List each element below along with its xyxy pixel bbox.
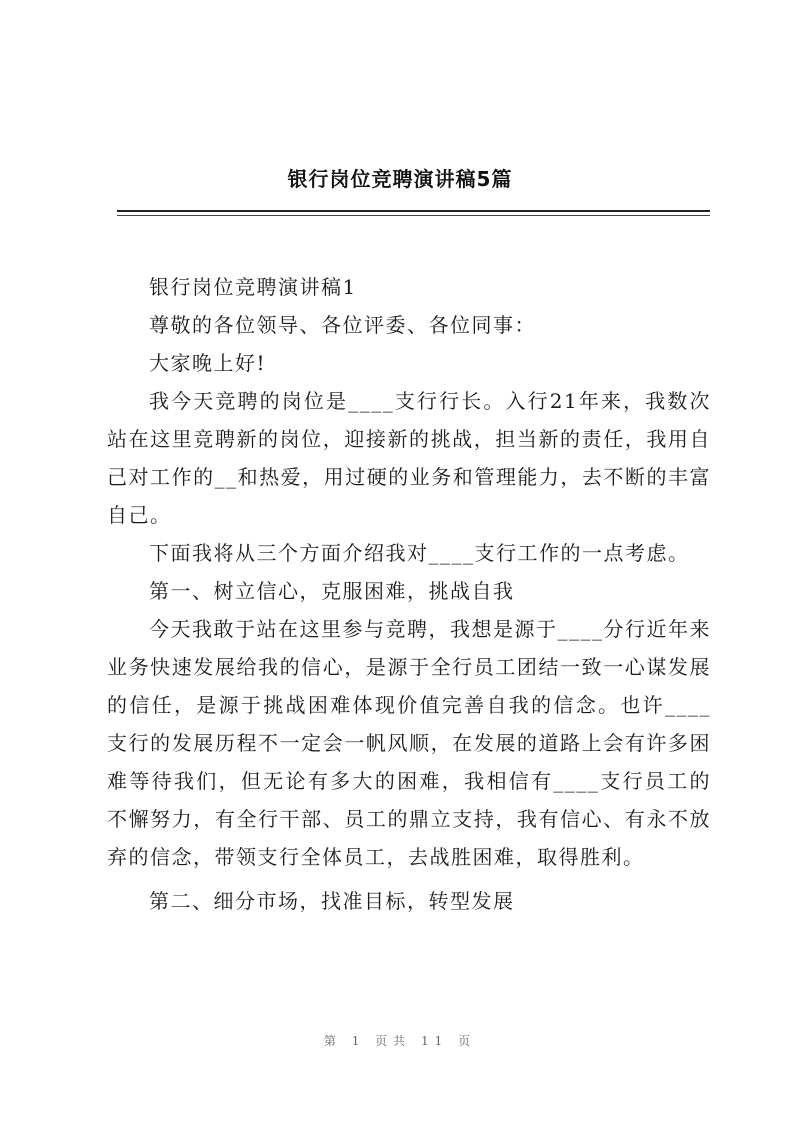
salutation: 尊敬的各位领导、各位评委、各位同事： — [149, 313, 536, 337]
title-divider-thin — [117, 215, 710, 216]
section-heading: 银行岗位竞聘演讲稿1 — [149, 275, 357, 299]
title-divider — [117, 210, 710, 212]
document-body — [107, 268, 711, 920]
page-footer: 第 1 页共 11 页 — [323, 1034, 477, 1048]
document-title: 银行岗位竞聘演讲稿5篇 — [287, 167, 513, 191]
paragraph: 下面我将从三个方面介绍我对____支行工作的一点考虑。 — [149, 541, 690, 565]
subheading: 第二、细分市场，找准目标，转型发展 — [149, 889, 515, 913]
greeting: 大家晚上好! — [149, 351, 267, 375]
paragraph: 今天我敢于站在这里参与竞聘，我想是源于____分行近年来业务快速发展给我的信心，是源于全行员工团结一致一心谋发展的信任，是源于挑战困难体现价值完善自我的信念。也许____支行的发展历程不一定会一帆风顺，在发展的道路上会有许多困难等待我们，但无论有多大的困难，我相信有____支行员工的不懈努力，有全行干部、员工的鼎立支持，我有信心、有永不放弃的信念，带领支行全体员工，去战胜困难，取得胜利。 — [107, 617, 711, 869]
subheading: 第一、树立信心，克服困难，挑战自我 — [149, 579, 515, 603]
paragraph: 我今天竞聘的岗位是____支行行长。入行21年来，我数次站在这里竞聘新的岗位，迎接新的挑战，担当新的责任，我用自己对工作的__和热爱，用过硬的业务和管理能力，去不断的丰富自己。 — [107, 389, 711, 527]
